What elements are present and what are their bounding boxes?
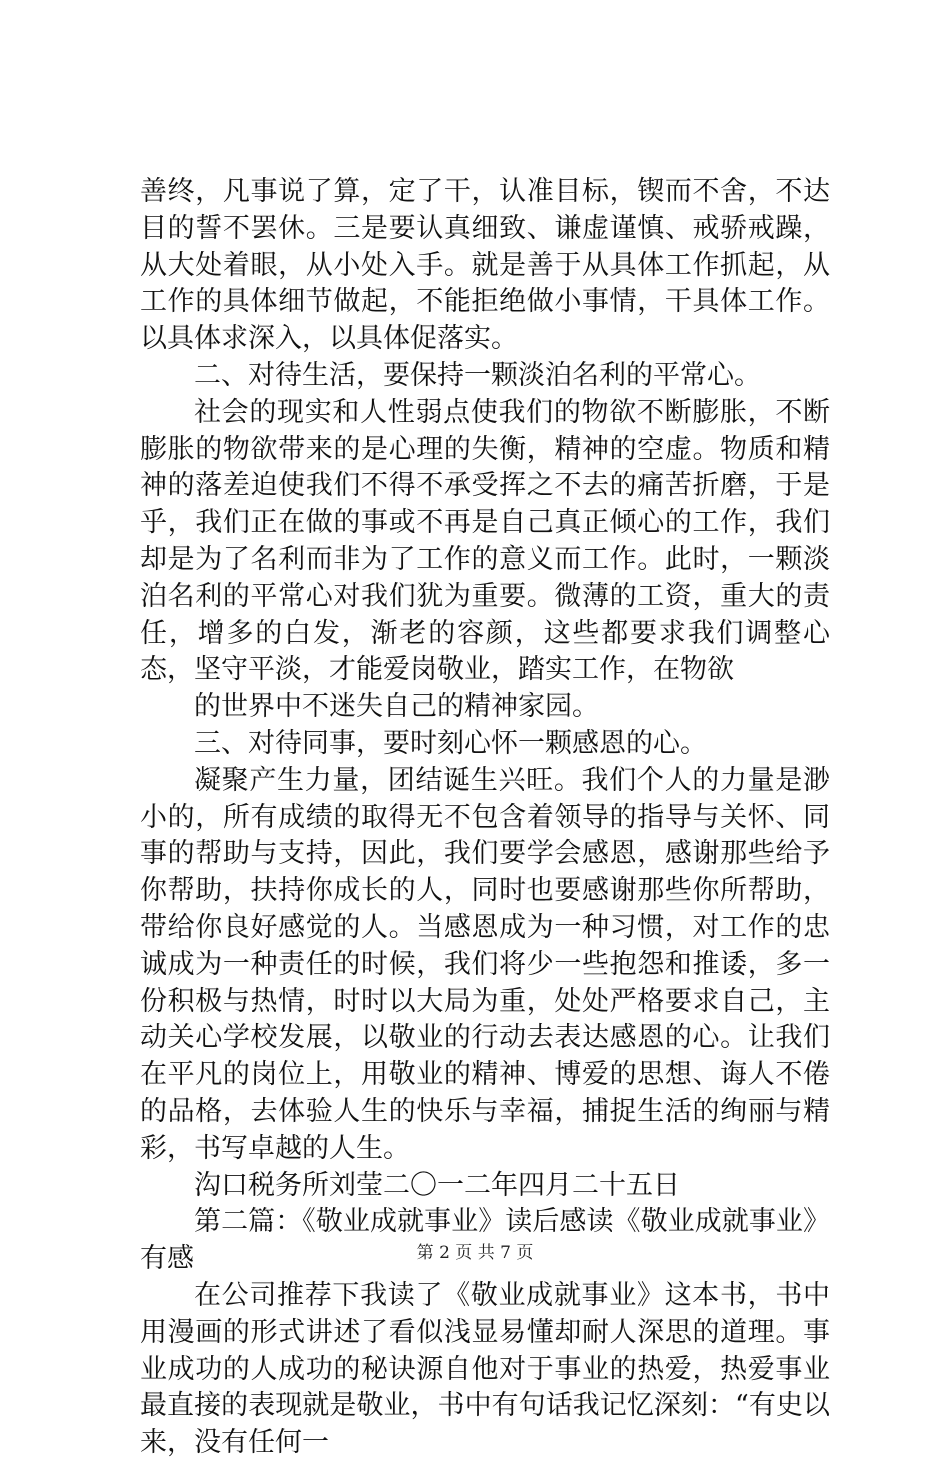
paragraph-colleagues: 凝聚产生力量，团结诞生兴旺。我们个人的力量是渺小的，所有成绩的取得无不包含着领导的指导与关怀、同事的帮助与支持，因此，我们要学会感恩，感谢那些给予你帮助，扶持你成长的人，同时也要感谢那些你所帮助，带给你良好感觉的人。当感恩成为一种习惯，对工作的忠诚成为一种责任的时候，我们将少一些抱怨和推诿，多一份积极与热情，时时以大局为重，处处严格要求自己，主动关心学校发展，以敬业的行动去表达感恩的心。让我们在平凡的岗位上，用敬业的精神、博爱的思想、诲人不倦的品格，去体验人生的快乐与幸福，捕捉生活的绚丽与精彩，书写卓越的人生。 — [140, 764, 830, 1164]
article-title: 第二篇：《敬业成就事业》读后感读《敬业成就事业》有感 — [140, 1206, 830, 1275]
document-body — [140, 174, 830, 1462]
section-heading-colleagues: 三、对待同事，要时刻心怀一颗感恩的心。 — [194, 727, 707, 759]
signature-line: 沟口税务所刘莹二〇一二年四月二十五日 — [194, 1169, 680, 1201]
section-heading-life: 二、对待生活，要保持一颗淡泊名利的平常心。 — [194, 359, 761, 391]
paragraph-continuation: 善终，凡事说了算，定了干，认准目标，锲而不舍，不达目的誓不罢休。三是要认真细致、谦虚谨慎、戒骄戒躁，从大处着眼，从小处入手。就是善于从具体工作抓起，从工作的具体细节做起，不能拒绝做小事情，干具体工作。以具体求深入，以具体促落实。 — [140, 176, 830, 355]
paragraph-article-intro: 在公司推荐下我读了《敬业成就事业》这本书，书中用漫画的形式讲述了看似浅显易懂却耐人深思的道理。事业成功的人成功的秘诀源自他对于事业的热爱，热爱事业最直接的表现就是敬业，书中有句话我记忆深刻：“有史以来，没有任何一 — [140, 1279, 830, 1459]
page-number-footer: 第 2 页 共 7 页 — [416, 1243, 534, 1263]
paragraph-life: 社会的现实和人性弱点使我们的物欲不断膨胀，不断膨胀的物欲带来的是心理的失衡，精神的空虚。物质和精神的落差迫使我们不得不承受挥之不去的痛苦折磨，于是乎，我们正在做的事或不再是自己真正倾心的工作，我们却是为了名利而非为了工作的意义而工作。此时，一颗淡泊名利的平常心对我们犹为重要。微薄的工资，重大的责任，增多的白发，渐老的容颜，这些都要求我们调整心态，坚守平淡，才能爱岗敬业，踏实工作，在物欲 — [140, 396, 830, 686]
paragraph-life-end: 的世界中不迷失自己的精神家园。 — [194, 691, 599, 723]
